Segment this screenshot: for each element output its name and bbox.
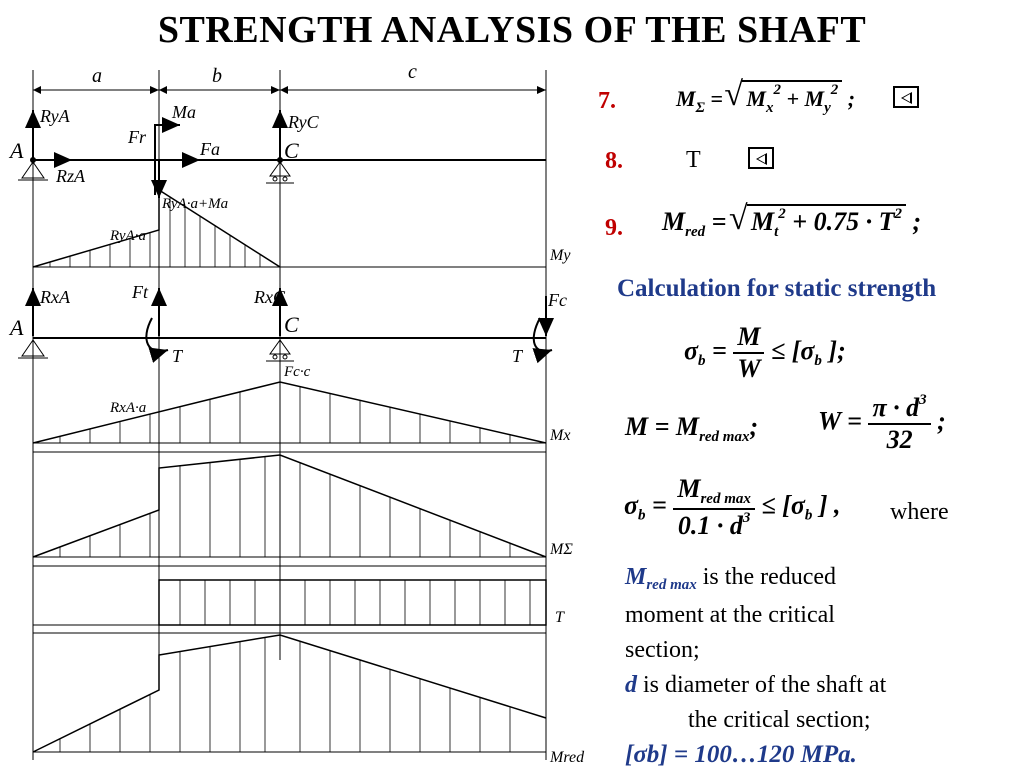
formula-W: W = $\frac{\pi \cdot d^3}{32}$ ; — [818, 392, 946, 454]
desc-line-1 — [625, 560, 836, 602]
label-T-diagram: T — [555, 609, 564, 626]
back-icon-7[interactable] — [893, 86, 919, 108]
label-RxC: RxC — [254, 287, 285, 307]
point-A: A — [10, 138, 24, 163]
shaft-horizontal-plane — [8, 282, 567, 366]
annot-ryA-a: RyA·a — [110, 228, 146, 244]
label-Ft: Ft — [132, 282, 148, 302]
item-8-text: T — [686, 147, 701, 173]
annot-ryA-a-Ma: RyA·a+Ma — [162, 196, 229, 212]
point-C: C — [284, 138, 299, 163]
diagram-Mx — [33, 364, 570, 444]
desc-m-symbol: M — [625, 564, 647, 590]
dimension-line — [33, 61, 546, 90]
label-Mx: Mx — [550, 427, 571, 444]
label-RxA: RxA — [40, 287, 70, 307]
label-Fr: Fr — [128, 127, 146, 147]
annot-rxA-a: RxA·a — [110, 400, 147, 416]
item-9-number: 9. — [605, 215, 623, 241]
desc-line-5: the critical section; — [688, 707, 871, 733]
label-RzA: RzA — [56, 166, 85, 186]
formula-sigma: $\sigma_b$ = $\frac{M}{W}$ ≤ [$\sigma_b$ ]; — [684, 322, 846, 383]
desc-line-3: section; — [625, 637, 700, 663]
label-T-right: T — [512, 346, 523, 366]
label-Fa: Fa — [200, 139, 220, 159]
item-8-number: 8. — [605, 148, 623, 174]
dim-b: b — [212, 65, 222, 87]
page-title: STRENGTH ANALYSIS OF THE SHAFT — [157, 9, 867, 51]
dim-c: c — [408, 61, 417, 83]
formula-9: $M_{red}$ = √ $M_t^2 + 0.75 \cdot T^2$ ; — [662, 204, 921, 241]
label-RyA: RyA — [40, 106, 70, 126]
desc-m-sub: red max — [646, 577, 697, 593]
desc-line-1-rest: is the reduced — [696, 564, 837, 590]
label-RyC: RyC — [288, 112, 319, 132]
label-Fc: Fc — [548, 290, 567, 310]
desc-line-4-rest: is diameter of the shaft at — [637, 672, 887, 698]
formula-7: $M_\Sigma$ = √ $M_x^2 + M_y^2$ ; — [676, 80, 855, 117]
diagram-My — [33, 190, 571, 267]
shaft-vertical-plane — [8, 102, 546, 198]
desc-d-symbol: d — [625, 672, 637, 698]
annot-fc-c: Fc·c — [284, 364, 311, 380]
where-text: where — [890, 499, 949, 525]
label-Mred: Mred — [550, 749, 585, 766]
label-My: My — [550, 247, 571, 264]
calc-title: Calculation for static strength — [617, 275, 937, 302]
formula-M: $M = M_{red max}$; — [625, 412, 759, 445]
item-7-number: 7. — [598, 88, 616, 114]
label-MSigma: MΣ — [550, 541, 573, 558]
diagram-T — [33, 566, 565, 626]
allowable-stress: [σb] = 100…120 MPa. — [625, 741, 857, 768]
label-Ma: Ma — [172, 102, 196, 122]
dim-a: a — [92, 65, 102, 87]
point-A-2: A — [10, 315, 24, 340]
formula-sigma-red: $\sigma_b$ = $\frac{M_{red max}}{0.1 \cdot d^3}$ ≤ [$\sigma_b$ ] , — [624, 474, 841, 540]
diagram-MSigma — [33, 452, 573, 558]
label-T-left: T — [172, 346, 183, 366]
desc-line-4 — [625, 668, 886, 702]
desc-line-2: moment at the critical — [625, 602, 835, 628]
diagram-Mred — [33, 633, 585, 766]
back-icon-8[interactable] — [748, 147, 774, 169]
point-C-2: C — [284, 312, 299, 337]
